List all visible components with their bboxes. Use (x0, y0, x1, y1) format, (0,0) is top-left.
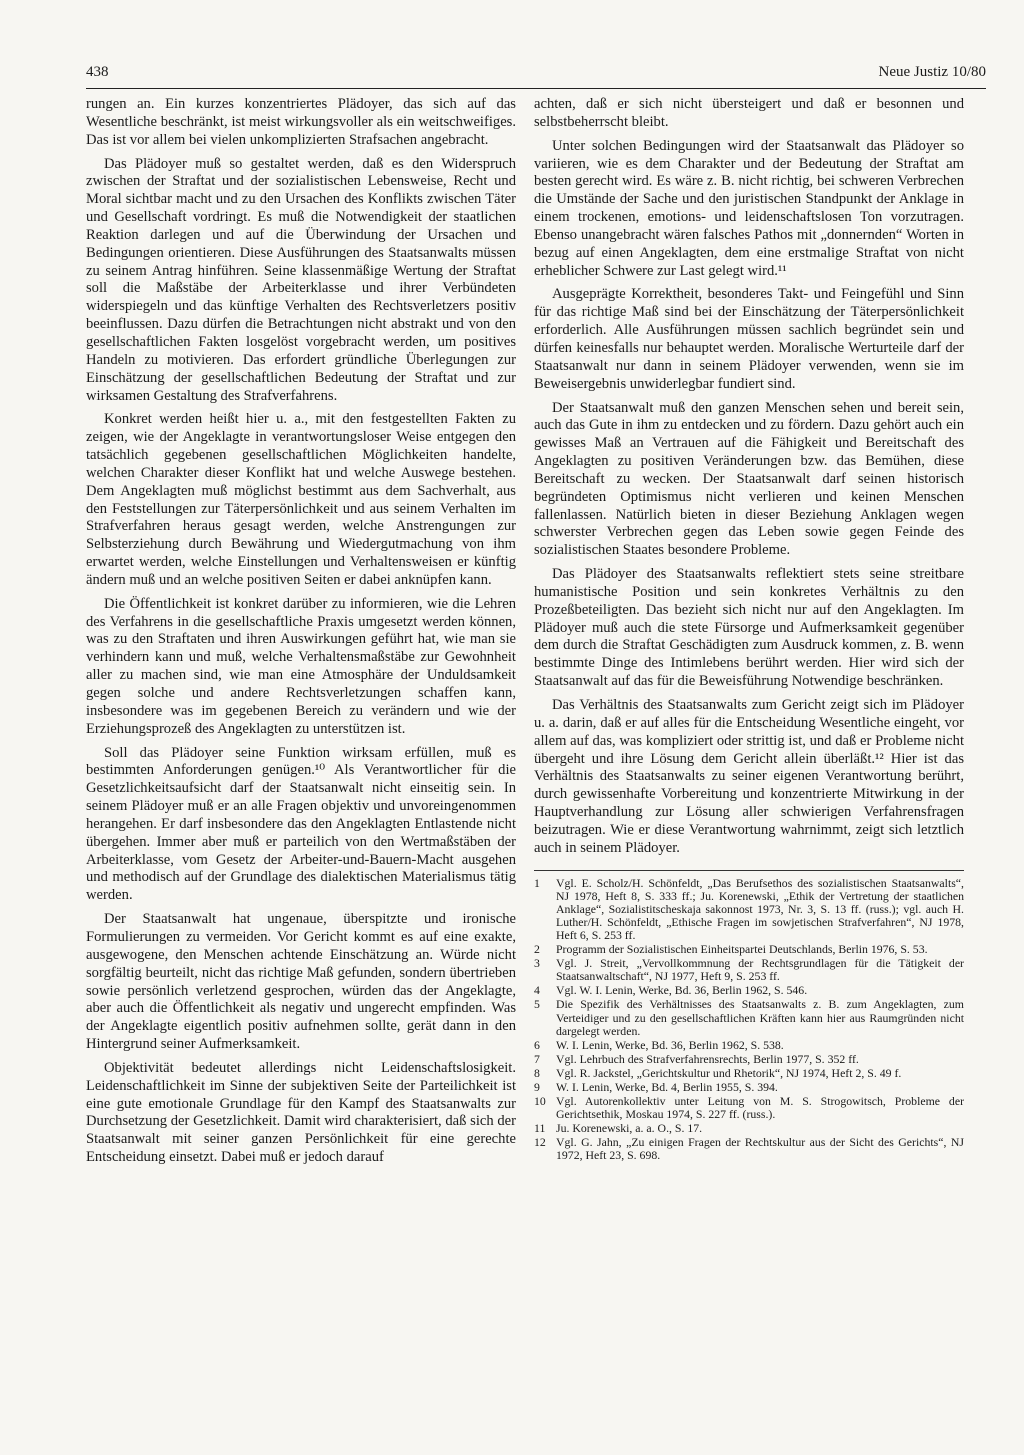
footnote-text: Vgl. J. Streit, „Vervollkommnung der Rechtsgrundlagen für die Tätigkeit der Staatsanwaltschaft“, NJ 1977, Heft 9, S. 253 ff. (556, 956, 964, 984)
footnote-number: 7 (534, 1051, 540, 1066)
paragraph: Soll das Plädoyer seine Funktion wirksam erfüllen, muß es bestimmten Anforderungen genügen.¹⁰ Als Verantwortlicher für die Gesetzlichkeitsaufsicht darf der Staatsanwalt nicht einseitig sein. In seinem Plädoyer muß er an alle Fragen objektiv und unvoreingenommen herangehen. Er darf insbesondere das den Angeklagten Entlastende nicht übergehen. Immer aber muß er parteilich von den Wertmaßstäben der Arbeiterklasse, vom Gesetz der Arbeiter-und-Bauern-Macht ausgehen und methodisch auf der Grundlage des dialektischen Materialismus tätig werden. (86, 744, 516, 904)
footnote (534, 943, 964, 956)
page-number: 438 (86, 64, 109, 80)
footnote-divider (534, 870, 964, 871)
footnote-number: 10 (534, 1094, 546, 1109)
right-column (534, 96, 964, 1164)
paragraph: Das Verhältnis des Staatsanwalts zum Gericht zeigt sich im Plädoyer u. a. darin, daß er auf alles für die Entscheidung Wesentliche eingeht, vor allem auf das, was kompliziert oder strittig ist, und daß er Probleme nicht übergeht und ihre Lösung dem Gericht allein überläßt.¹² Hier ist das Verhältnis des Staatsanwalts zu seiner eigenen Verantwortung berührt, durch gewissenhafte Vorbereitung und konzentrierte Mitwirkung in der Hauptverhandlung zur Lösung aller schwierigen Verfahrensfragen beizutragen. Wie er diese Verantwortung wahrnimmt, zeigt sich letztlich auch in seinem Plädoyer. (534, 697, 964, 856)
footnote-text: Vgl. Lehrbuch des Strafverfahrensrechts, Berlin 1977, S. 352 ff. (556, 1051, 859, 1066)
footnote-text: Vgl. W. I. Lenin, Werke, Bd. 36, Berlin 1962, S. 546. (556, 983, 808, 998)
journal-issue: Neue Justiz 10/80 (878, 64, 986, 80)
footnote (534, 984, 964, 997)
footnote-number: 4 (534, 983, 540, 998)
footnote-text: Ju. Korenewski, a. a. O., S. 17. (556, 1121, 703, 1136)
paragraph: Konkret werden heißt hier u. a., mit den festgestellten Fakten zu zeigen, wie der Angeklagte in verantwortungsloser Weise entgegen den tatsächlich gegebenen gesellschaftlichen Möglichkeiten handelte, welchen Charakter dieser Konflikt hat und welche Auswege bestehen. Dem Angeklagten muß möglichst bestimmt aus dem Sachverhalt, aus den Feststellungen zur Täterpersönlichkeit und aus seinem Verhalten im Strafverfahren heraus gesagt werden, welche Anstrengungen zur Selbsterziehung durch Bewährung und Wiedergutmachung von ihm erwartet werden, welche Einstellungen und Verhaltensweisen er künftig ändern muß und an welche positiven Seiten er dabei anknüpfen kann. (86, 411, 516, 588)
footnote (534, 957, 964, 983)
left-column (86, 96, 516, 1173)
footnote (534, 1053, 964, 1066)
footnote (534, 1136, 964, 1162)
footnote-number: 8 (534, 1065, 540, 1080)
footnote-number: 9 (534, 1080, 540, 1094)
footnote (534, 1122, 964, 1135)
footnote-text: Programm der Sozialistischen Einheitspartei Deutschlands, Berlin 1976, S. 53. (556, 942, 928, 957)
footnote-number: 6 (534, 1037, 540, 1052)
paragraph: Die Öffentlichkeit ist konkret darüber zu informieren, wie die Lehren des Verfahrens in die gesellschaftliche Praxis umgesetzt werden können, was zu den Straftaten und ihren Auswirkungen geführt hat, wie man sie verhindern kann und muß, welche Verhaltensmaßstäbe zur Gewohnheit aller zu machen sind, wie man eine Atmosphäre der Unduldsamkeit gegen solche und andere Rechtsverletzungen schaffen kann, insbesondere was im gegebenen Bereich zu verändern und wie der Erziehungsprozeß des Angeklagten zu unterstützen ist. (86, 595, 516, 737)
footnote-text: Vgl. G. Jahn, „Zu einigen Fragen der Rechtskultur aus der Sicht des Gerichts“, NJ 1972, Heft 23, S. 698. (556, 1135, 964, 1163)
footnote (534, 1095, 964, 1121)
footnote-number: 12 (534, 1135, 546, 1150)
footnote-text: Vgl. E. Scholz/H. Schönfeldt, „Das Berufsethos des sozialistischen Staatsanwalts“, NJ 1978, Heft 8, S. 333 ff.; Ju. Korenewski, „Ethik der Vertretung der staatlichen Anklage“, Sozialistitscheskaja sakonnost 1973, Nr. 3, S. 13 ff. (russ.); vgl. auch H. Luther/H. Schönfeldt, „Ethische Fragen im sowjetischen Strafverfahren“, NJ 1978, Heft 6, S. 253 ff. (556, 875, 964, 942)
footnote-text: W. I. Lenin, Werke, Bd. 4, Berlin 1955, S. 394. (556, 1080, 778, 1094)
footnote-number: 2 (534, 942, 540, 957)
footnote-text: Die Spezifik des Verhältnisses des Staatsanwalts z. B. zum Angeklagten, zum Verteidiger und zu den gesellschaftlichen Kräften kann hier aus Raumgründen nicht dargelegt werden. (556, 997, 964, 1038)
footnote-text: W. I. Lenin, Werke, Bd. 36, Berlin 1962, S. 538. (556, 1037, 784, 1052)
page-header (86, 60, 986, 89)
footnote-number: 1 (534, 875, 540, 890)
paragraph: Der Staatsanwalt muß den ganzen Menschen sehen und bereit sein, auch das Gute in ihm zu entdecken und zu fördern. Dazu gehört auch ein gewisses Maß an Vertrauen auf die Fähigkeit und Bereitschaft des Angeklagten zu positiven Veränderungen bzw. das Bemühen, diese Bereitschaft zu wecken. Der Staatsanwalt darf seinen historisch begründeten Optimismus nicht verlieren und keinen Menschen fallenlassen. Natürlich bieten in dieser Beziehung Anklagen wegen schwerster Verbrechen gegen das Leben sowie gegen Feinde des sozialistischen Staates besondere Probleme. (534, 399, 964, 559)
paragraph: Der Staatsanwalt hat ungenaue, überspitzte und ironische Formulierungen zu vermeiden. Vor Gericht kommt es auf eine exakte, ausgewogene, den Menschen achtende Einschätzung an. Würde nicht sorgfältig beurteilt, nicht das richtige Maß gefunden, sondern übertrieben sowie persönlich verletzend gesprochen, würden das der Angeklagte, aber auch die Öffentlichkeit als negativ und ungerecht empfinden. Was der Angeklagte eigentlich positiv aufnehmen sollte, gerät dann in den Hintergrund seiner Aufmerksamkeit. (86, 911, 516, 1053)
paragraph: rungen an. Ein kurzes konzentriertes Plädoyer, das sich auf das Wesentliche beschränkt, ist meist wirkungsvoller als ein weitschweifiges. Das ist vor allem bei vielen unkomplizierten Strafsachen angebracht. (86, 96, 516, 148)
footnotes (534, 877, 964, 1163)
paragraph: Das Plädoyer muß so gestaltet werden, daß es den Widerspruch zwischen der Straftat und der sozialistischen Lebensweise, Recht und Moral sichtbar macht und zu den Ursachen des Konflikts zwischen Täter und Gesellschaft vordringt. Es muß die Notwendigkeit der staatlichen Reaktion darlegen und auf die Überwindung der Ursachen und Bedingungen orientieren. Diese Ausführungen des Staatsanwalts müssen zu seinem Antrag hinführen. Seine klassenmäßige Wertung der Straftat soll die Maßstäbe der Arbeiterklasse und ihrer Verbündeten widerspiegeln und das künftige Verhalten des Rechtsverletzers positiv beeinflussen. Dazu dürfen die Betrachtungen nicht abstrakt und von den gesellschaftlichen Fakten losgelöst vorgebracht werden, um positives Handeln zu motivieren. Das erfordert gründliche Überlegungen zur Einschätzung der gesellschaftlichen Bedeutung der Straftat und zur wirksamen Gestaltung des Strafverfahrens. (86, 155, 516, 404)
paragraph: achten, daß er sich nicht übersteigert und daß er besonnen und selbstbeherrscht bleibt. (534, 96, 964, 130)
footnote (534, 877, 964, 942)
paragraph: Das Plädoyer des Staatsanwalts reflektiert stets seine streitbare humanistische Position und sein konkretes Verhältnis zu den Prozeßbeteiligten. Das bezieht sich nicht nur auf den Angeklagten. Im Plädoyer muß auch die stete Fürsorge und Aufmerksamkeit gegenüber dem durch die Straftat Geschädigten zum Ausdruck kommen, z. B. wenn bestimmte Dinge des Intimlebens berührt werden. Hier wird sich der Staatsanwalt auf das für die Beweisführung Notwendige beschränken. (534, 566, 964, 690)
footnote (534, 1081, 964, 1094)
paragraph: Unter solchen Bedingungen wird der Staatsanwalt das Plädoyer so variieren, wie es dem Charakter und der Bedeutung der Straftat am besten gerecht wird. Es wäre z. B. nicht richtig, bei schweren Verbrechen die Umstände der Sache und den juristischen Standpunkt der Anklage in einem trockenen, emotions- und leidenschaftslosen Ton vorzutragen. Ebenso unangebracht wären falsches Pathos mit „donnernden“ Worten in bezug auf einen Angeklagten, dem eine erstmalige Straftat von nicht erheblicher Schwere zur Last gelegt wird.¹¹ (534, 137, 964, 279)
footnote-text: Vgl. R. Jackstel, „Gerichtskultur und Rhetorik“, NJ 1974, Heft 2, S. 49 f. (556, 1065, 902, 1080)
footnote (534, 1067, 964, 1080)
footnote-number: 5 (534, 997, 540, 1012)
paragraph: Objektivität bedeutet allerdings nicht Leidenschaftslosigkeit. Leidenschaftlichkeit im Sinne der subjektiven Seite der Parteilichkeit ist eine gute emotionale Grundlage für den Kampf des Staatsanwalts zur Durchsetzung der Gesetzlichkeit. Damit wird charakterisiert, daß sich der Staatsanwalt mit seiner ganzen Persönlichkeit für eine gerechte Entscheidung einsetzt. Dabei muß er jedoch darauf (86, 1059, 516, 1166)
footnote-text: Vgl. Autorenkollektiv unter Leitung von M. S. Strogowitsch, Probleme der Gerichtsethik, Moskau 1974, S. 227 ff. (russ.). (556, 1094, 964, 1122)
footnote (534, 998, 964, 1037)
footnote-number: 11 (534, 1121, 546, 1136)
right-column-body (534, 96, 964, 858)
footnote (534, 1039, 964, 1052)
paragraph: Ausgeprägte Korrektheit, besonderes Takt- und Feingefühl und Sinn für das richtige Maß sind bei der Einschätzung der Täterpersönlichkeit erforderlich. Alle Ausführungen müssen sachlich begründet sein und dürfen keinesfalls nur behauptet werden. Moralische Werturteile darf der Staatsanwalt nur dann in seinem Plädoyer verwenden, wenn sie im Beweisergebnis unwiderlegbar fundiert sind. (534, 286, 964, 392)
footnote-number: 3 (534, 956, 540, 971)
